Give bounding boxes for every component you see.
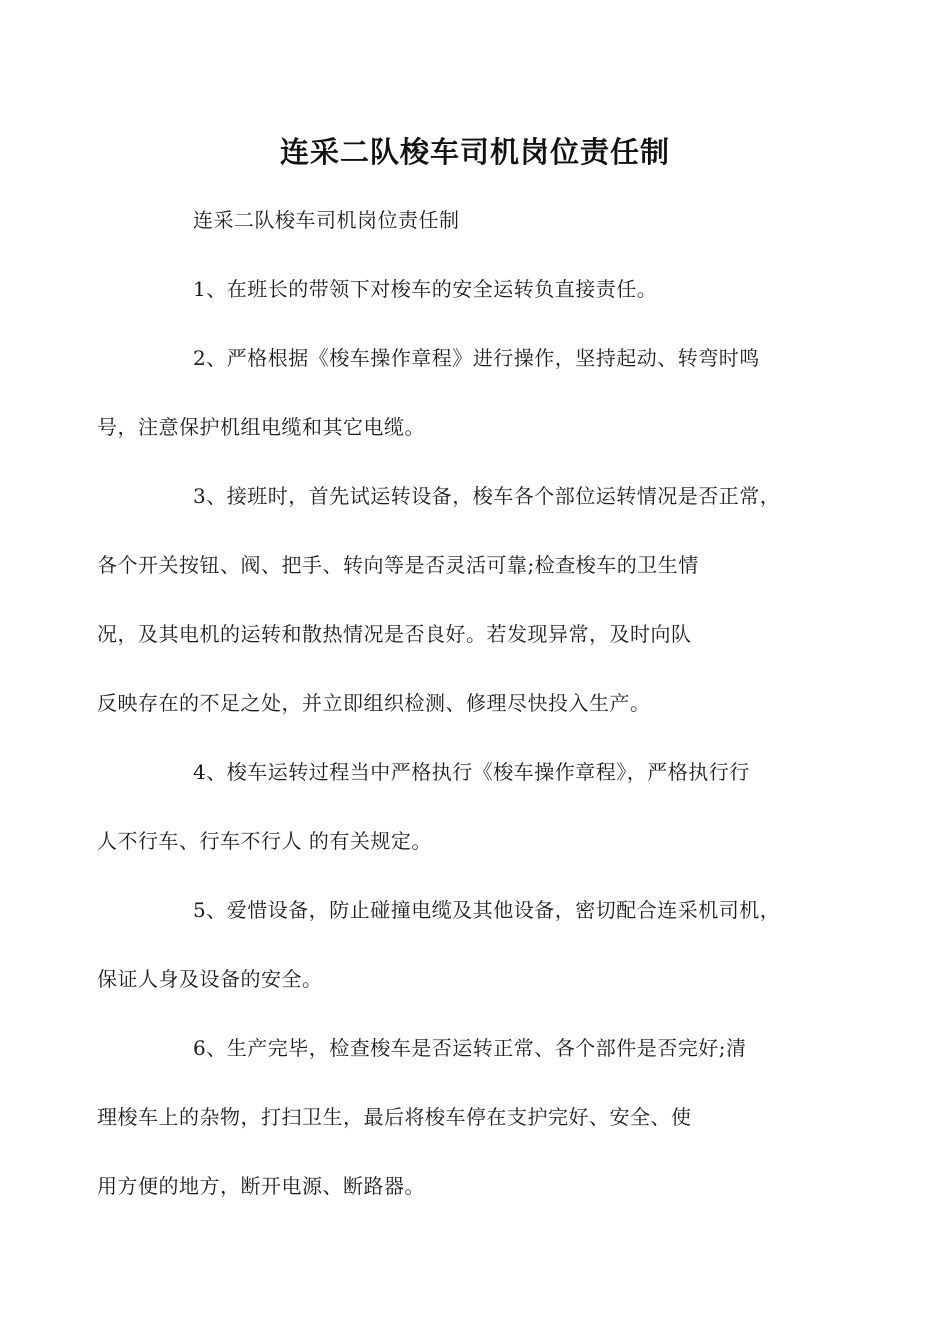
document-body: [97, 186, 810, 1221]
subtitle-line: 连采二队梭车司机岗位责任制: [193, 208, 460, 232]
clause-5-line-1: 5、爱惜设备，防止碰撞电缆及其他设备，密切配合连采机司机，: [193, 898, 781, 922]
clause-2-line-1: 2、严格根据《梭车操作章程》进行操作，坚持起动、转弯时鸣: [193, 346, 760, 370]
clause-4-line-2: 人不行车、行车不行人 的有关规定。: [97, 829, 432, 853]
subtitle-paragraph: [145, 186, 810, 255]
clause-3-line-4: 反映存在的不足之处，并立即组织检测、修理尽快投入生产。: [97, 691, 651, 715]
clause-6-line-1: 6、生产完毕，检查梭车是否运转正常、各个部件是否完好;清: [193, 1036, 747, 1060]
clause-3-line-1: 3、接班时，首先试运转设备，梭车各个部位运转情况是否正常，: [193, 484, 781, 508]
clause-4-line-1: 4、梭车运转过程当中严格执行《梭车操作章程》，严格执行行: [193, 760, 750, 784]
clause-1-line-1: 1、在班长的带领下对梭车的安全运转负直接责任。: [193, 277, 658, 301]
clause-3-line-2: 各个开关按钮、阀、把手、转向等是否灵活可靠;检查梭车的卫生情: [97, 553, 699, 577]
clause-3-line-3: 况，及其电机的运转和散热情况是否良好。若发现异常，及时向队: [97, 622, 692, 646]
clause-5-line-2: 保证人身及设备的安全。: [97, 967, 323, 991]
clause-6-line-3: 用方便的地方，断开电源、断路器。: [97, 1174, 425, 1198]
clause-2: [97, 324, 810, 462]
clause-5: [97, 876, 810, 1014]
clause-3: [97, 462, 810, 738]
clause-2-line-2: 号，注意保护机组电缆和其它电缆。: [97, 415, 425, 439]
document-title: 连采二队梭车司机岗位责任制: [279, 135, 670, 169]
clause-4: [97, 738, 810, 876]
clause-6-line-2: 理梭车上的杂物，打扫卫生，最后将梭车停在支护完好、安全、使: [97, 1105, 692, 1129]
clause-6: [97, 1014, 810, 1221]
clause-1: [145, 255, 810, 324]
